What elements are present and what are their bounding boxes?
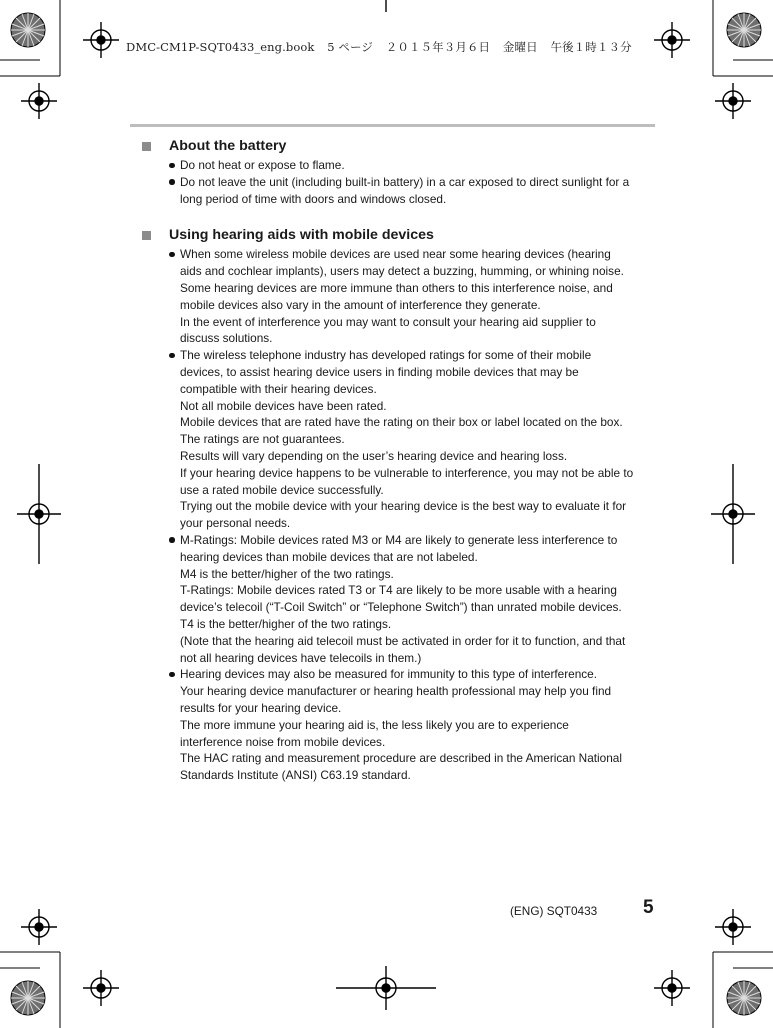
section-heading-text: About the battery [169, 138, 287, 154]
print-header-filename: DMC-CM1P-SQT0433_eng.book [126, 40, 315, 54]
text-line: If your hearing device happens to be vulnerable to interference, you may not be able to [180, 465, 634, 480]
gray-square-icon [142, 142, 151, 151]
registration-mark-icon [654, 970, 690, 1006]
registration-mark-icon [83, 22, 119, 58]
text-line: devices, to assist hearing device users in finding mobile devices that may be [180, 364, 579, 379]
section-heading [141, 137, 655, 156]
registration-mark-icon [21, 909, 57, 945]
gray-square-icon [142, 231, 151, 240]
text-line: interference noise from mobile devices. [180, 734, 386, 749]
text-line: When some wireless mobile devices are used near some hearing devices (hearing [180, 247, 611, 262]
print-header-page: 5 ページ [327, 40, 373, 54]
bullet-item [168, 532, 655, 666]
registration-mark-icon [715, 83, 751, 119]
text-line: Do not heat or expose to flame. [180, 158, 345, 172]
bullet-item [168, 157, 655, 174]
header-rule [130, 124, 655, 127]
color-wheel-icon [727, 13, 761, 47]
text-line: mobile devices also vary in the amount of interference they generate. [180, 297, 541, 312]
text-line: Hearing devices may also be measured for immunity to this type of interference. [180, 667, 598, 682]
text-line: compatible with their hearing devices. [180, 381, 377, 396]
section-heading-text: Using hearing aids with mobile devices [169, 227, 434, 244]
text-line: T4 is the better/higher of the two ratings. [180, 616, 392, 631]
text-line: long period of time with doors and windows closed. [180, 191, 447, 206]
text-line: your personal needs. [180, 516, 291, 531]
print-header-time: 午後１時１３分 [550, 40, 632, 54]
registration-mark-icon [83, 970, 119, 1006]
text-line: Results will vary depending on the user’s hearing device and hearing loss. [180, 448, 568, 463]
text-line: results for your hearing device. [180, 700, 342, 715]
bullet-list [141, 246, 655, 784]
text-line: discuss solutions. [180, 331, 273, 346]
registration-mark-icon [715, 909, 751, 945]
text-line: The more immune your hearing aid is, the less likely you are to experience [180, 717, 569, 732]
color-wheel-icon [11, 981, 45, 1015]
registration-mark-icon [711, 464, 755, 564]
color-wheel-icon [11, 13, 45, 47]
bullet-item [168, 174, 655, 208]
text-line: not all hearing devices have telecoils in them.) [180, 650, 422, 665]
text-line: The wireless telephone industry has developed ratings for some of their mobile [180, 348, 592, 363]
text-line: Trying out the mobile device with your hearing device is the best way to evaluate it for [180, 499, 627, 514]
page-number: 5 [643, 897, 654, 918]
text-line: M-Ratings: Mobile devices rated M3 or M4 are likely to generate less interference to [180, 532, 618, 547]
text-line: Not all mobile devices have been rated. [180, 398, 387, 413]
registration-mark-icon [336, 966, 436, 1010]
text-line: hearing devices than mobile devices that are not labeled. [180, 549, 478, 564]
text-line: M4 is the better/higher of the two ratings. [180, 566, 394, 581]
registration-mark-icon [17, 464, 61, 564]
text-line: Mobile devices that are rated have the rating on their box or label located on the box. [180, 415, 623, 430]
footer-document-code: (ENG) SQT0433 [510, 904, 598, 918]
text-line: aids and cochlear implants), users may detect a buzzing, humming, or whining noise. [180, 264, 624, 279]
registration-mark-icon [21, 83, 57, 119]
color-wheel-icon [727, 981, 761, 1015]
text-line: T-Ratings: Mobile devices rated T3 or T4 are likely to be more usable with a hearing [180, 583, 617, 598]
print-header-date: ２０１５年３月６日 [385, 40, 491, 54]
section-about-battery [141, 137, 655, 207]
registration-mark-icon [654, 22, 690, 58]
bullet-item [168, 246, 655, 347]
page-content [141, 137, 655, 803]
section-hearing-aids [141, 226, 655, 784]
text-line: device’s telecoil (“T-Coil Switch” or “Telephone Switch”) than unrated mobile devices. [180, 600, 622, 615]
print-header [126, 39, 641, 55]
text-line: Standards Institute (ANSI) C63.19 standard. [180, 768, 411, 783]
text-line: The ratings are not guarantees. [180, 432, 345, 447]
text-line: Your hearing device manufacturer or hearing health professional may help you find [180, 684, 612, 699]
text-line: (Note that the hearing aid telecoil must be activated in order for it to function, and that [180, 633, 626, 648]
bullet-list [141, 157, 655, 207]
text-line: The HAC rating and measurement procedure are described in the American National [180, 751, 622, 766]
bullet-item [168, 347, 655, 532]
text-line: Some hearing devices are more immune than others to this interference noise, and [180, 280, 613, 295]
text-line: Do not leave the unit (including built-in battery) in a car exposed to direct sunlight for a [180, 174, 630, 189]
text-line: use a rated mobile device successfully. [180, 482, 384, 497]
print-header-weekday: 金曜日 [502, 40, 538, 54]
section-heading [141, 226, 655, 245]
text-line: In the event of interference you may want to consult your hearing aid supplier to [180, 314, 596, 329]
bullet-item [168, 666, 655, 784]
